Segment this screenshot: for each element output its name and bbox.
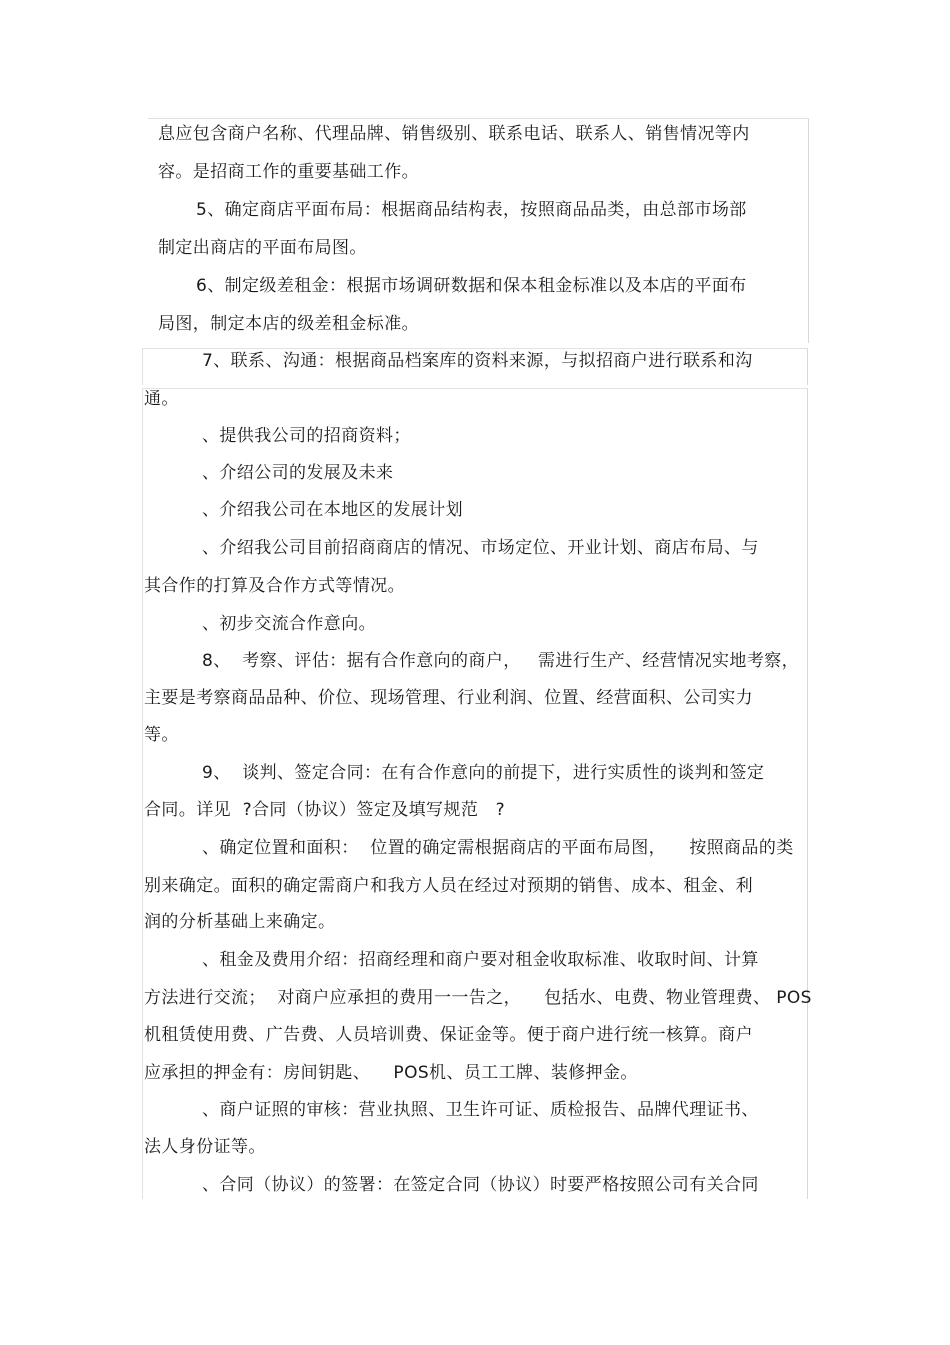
text-line: 别来确定。面积的确定需商户和我方人员在经过对预期的销售、成本、租金、利	[144, 876, 753, 896]
text-line: 7、联系、沟通：根据商品档案库的资料来源，与拟招商户进行联系和沟	[202, 351, 753, 371]
text-line: 、租金及费用介绍：招商经理和商户要对租金收取标准、收取时间、计算	[202, 950, 759, 970]
text-line: 5、确定商店平面布局：根据商品结构表，按照商品品类，由总部市场部	[196, 200, 747, 220]
text-line: 、介绍我公司目前招商商店的情况、市场定位、开业计划、商店布局、与	[202, 538, 759, 558]
text-line: 、提供我公司的招商资料；	[202, 426, 411, 446]
text-line: 容。是招商工作的重要基础工作。	[158, 162, 419, 182]
text-line: 等。	[144, 725, 179, 745]
text-line: 方法进行交流； 对商户应承担的费用一一告之， 包括水、电费、物业管理费、 POS	[144, 988, 812, 1008]
text-line: 、合同（协议）的签署：在签定合同（协议）时要严格按照公司有关合同	[202, 1175, 759, 1195]
text-line: 主要是考察商品品种、价位、现场管理、行业利润、位置、经营面积、公司实力	[144, 688, 753, 708]
text-line: 局图，制定本店的级差租金标准。	[158, 314, 419, 334]
text-line: 应承担的押金有：房间钥匙、 POS机、员工工牌、装修押金。	[144, 1063, 638, 1083]
text-line: 合同。详见 ?合同（协议）签定及填写规范 ?	[144, 800, 506, 820]
text-line: 、介绍公司的发展及未来	[202, 463, 394, 483]
page-frame-top	[148, 118, 809, 343]
text-line: 通。	[144, 389, 179, 409]
text-line: 机租赁使用费、广告费、人员培训费、保证金等。便于商户进行统一核算。商户	[144, 1025, 753, 1045]
text-line: 制定出商店的平面布局图。	[158, 238, 367, 258]
text-line: 、初步交流合作意向。	[202, 614, 376, 634]
text-line: 法人身份证等。	[144, 1137, 266, 1157]
text-line: 8、 考察、评估：据有合作意向的商户， 需进行生产、经营情况实地考察，	[202, 651, 800, 671]
text-line: 、介绍我公司在本地区的发展计划	[202, 500, 463, 520]
text-line: 润的分析基础上来确定。	[144, 912, 336, 932]
text-line: 6、制定级差租金：根据市场调研数据和保本租金标准以及本店的平面布	[196, 276, 747, 296]
text-line: 、商户证照的审核：营业执照、卫生许可证、质检报告、品牌代理证书、	[202, 1100, 759, 1120]
text-line: 其合作的打算及合作方式等情况。	[144, 576, 405, 596]
text-line: 息应包含商户名称、代理品牌、销售级别、联系电话、联系人、销售情况等内	[158, 124, 750, 144]
text-line: 、确定位置和面积： 位置的确定需根据商店的平面布局图， 按照商品的类	[202, 838, 794, 858]
text-line: 9、 谈判、签定合同：在有合作意向的前提下，进行实质性的谈判和签定	[202, 763, 765, 783]
